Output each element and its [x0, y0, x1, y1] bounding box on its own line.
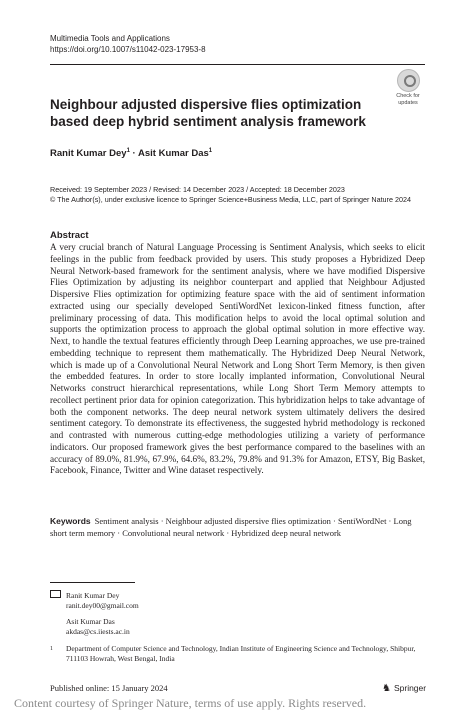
contact-name-1: Ranit Kumar Dey — [66, 591, 120, 600]
watermark: Content courtesy of Springer Nature, terms of use apply. Rights reserved. — [14, 696, 367, 710]
abstract-text: A very crucial branch of Natural Language Processing is Sentiment Analysis, which seeks to elicit feelings in the public from feedback provided by users. This study proposes a Hybridized Deep Neural Network-based framework for the sentiment analysis, where we have modified Dispersive Flies Optimization by adjusting its neighbor counterpart and applied that Neighbour Adjusted Dispersive Flies optimization for optimizing feature space with the aid of sentiment information extracted using our specially developed SentiWordNet lexicon-linked fitness function, after preliminary processing of data. This modification helps to avoid the local optimal solution and supports the optimization process to approach the global optimal solution in more effective way. Next, to handle the textual features efficiently through Deep Learning approaches, we use pre-trained embedding technique to represent them mathematically. The Hybridized Deep Neural Network, which is made up of a Convolutional Neural Network and Long Short Term Memory, is then given the embedded features. In order to store locally implanted information, Convolutional Neural Networks construct hierarchical representations, while Long Short Term Memory attempts to recollect pertinent prior data for opinion categorization. This hybridization helps to take advantage of both the component networks. The deep neural network system ultimately delivers the desired sentiment category. To demonstrate its effectiveness, the suggested hybrid methodology is reckoned and contrasted with numerous cutting-edge methodologies utilizing a variety of performance indicators. Our proposed framework gives the best performance compared to the baselines with an accuracy of 89.0%, 81.9%, 67.9%, 64.6%, 83.2%, 79.8% and 91.3% for Amazon, ETSY, Big Basket, Facebook, Finance, Twitter and Wine dataset respectively. — [50, 242, 425, 476]
publisher-name: Springer — [393, 683, 427, 693]
contact-email-1[interactable]: ranit.dey00@gmail.com — [66, 601, 139, 610]
contact-name-2: Asit Kumar Das — [66, 617, 115, 626]
journal-header — [50, 33, 206, 55]
contact-email-2[interactable]: akdas@cs.iiests.ac.in — [66, 627, 130, 636]
doi-link[interactable]: https://doi.org/10.1007/s11042-023-17953-8 — [50, 45, 206, 54]
badge-line2: updates — [398, 100, 418, 106]
author-affil-marker: 1 — [208, 148, 213, 154]
abstract-heading: Abstract — [50, 230, 89, 241]
keywords-section — [50, 515, 425, 539]
affiliation-number: 1 — [50, 646, 53, 652]
copyright-line: © The Author(s), under exclusive licence to Springer Science+Business Media, LLC, part of Springer Nature 2024 — [50, 195, 411, 204]
received-dates: Received: 19 September 2023 / Revised: 14 December 2023 / Accepted: 18 December 2023 — [50, 185, 345, 194]
check-for-updates-icon — [397, 69, 420, 92]
author-name[interactable]: Ranit Kumar Dey — [50, 148, 127, 160]
author-contact — [50, 590, 139, 637]
publisher-logo[interactable] — [382, 683, 426, 694]
paper-title: Neighbour adjusted dispersive flies optimization based deep hybrid sentiment analysis framework — [50, 97, 366, 129]
published-date: Published online: 15 January 2024 — [50, 683, 168, 693]
journal-name: Multimedia Tools and Applications — [50, 34, 170, 43]
keywords-text: Sentiment analysis · Neighbour adjusted dispersive flies optimization · SentiWordNet · Long short term memory · Convolutional neural network · Hybridized deep neural network — [50, 516, 412, 538]
author-list — [50, 148, 212, 159]
author-name[interactable]: Asit Kumar Das — [138, 148, 209, 160]
author-affil-marker: 1 — [126, 148, 130, 154]
badge-line1: Check for — [396, 93, 420, 99]
author-separator: · — [132, 148, 136, 160]
check-for-updates-badge[interactable] — [393, 69, 423, 106]
springer-horse-icon: ♞ — [382, 683, 391, 694]
header-rule — [50, 64, 425, 65]
keywords-label: Keywords — [50, 516, 91, 526]
affiliation-text: Department of Computer Science and Technology, Indian Institute of Engineering Science and Technology, Shibpur, 711103 Howrah, West Bengal, India — [66, 644, 416, 663]
footnote-rule — [50, 582, 135, 583]
envelope-icon — [50, 590, 61, 598]
article-history — [50, 185, 411, 205]
affiliation — [50, 644, 425, 664]
